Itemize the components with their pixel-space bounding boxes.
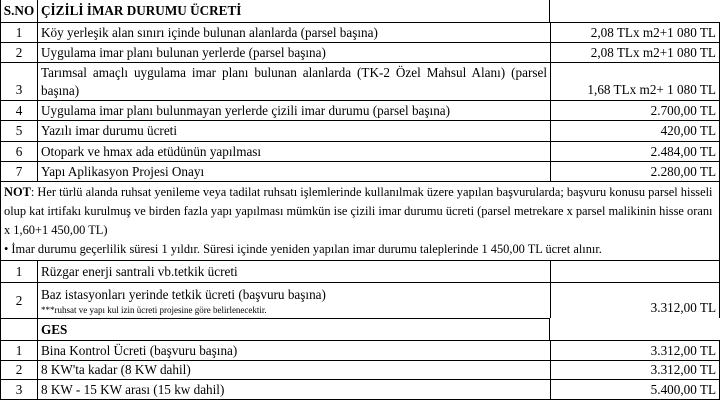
row-description: Yazılı imar durumu ücreti <box>37 120 550 141</box>
row-number: 7 <box>0 161 37 181</box>
row-description: Yapı Aplikasyon Projesi Onayı <box>37 161 550 181</box>
row-description: Uygulama imar planı bulunmayan yerlerde çizili imar durumu (parsel başına) <box>37 100 550 120</box>
row-price: 2.484,00 TL <box>550 141 720 161</box>
table-row <box>0 120 720 141</box>
row-price <box>550 260 720 282</box>
row-number: 6 <box>0 141 37 161</box>
row-number: 5 <box>0 120 37 141</box>
row-number: 3 <box>0 62 37 100</box>
row-number: 1 <box>0 22 37 42</box>
table-row <box>0 100 720 120</box>
row-description: Köy yerleşik alan sınırı içinde bulunan alanlarda (parsel başına) <box>37 22 550 42</box>
row-price: 3.312,00 TL <box>550 360 720 379</box>
header-title: ÇİZİLİ İMAR DURUMU ÜCRETİ <box>37 0 550 22</box>
row-description: 8 KW - 15 KW arası (15 kw dahil) <box>37 379 550 399</box>
row-description: Bina Kontrol Ücreti (başvuru başına) <box>37 340 550 360</box>
row-price: 3.312,00 TL <box>550 340 720 360</box>
row-price: 1,68 TLx m2+ 1 080 TL <box>550 62 720 100</box>
table-row <box>0 62 720 100</box>
row-price: 5.400,00 TL <box>550 379 720 399</box>
row-price: 3.312,00 TL <box>550 282 720 318</box>
table-row <box>0 282 720 318</box>
ges-title: GES <box>37 318 550 340</box>
row-number: 4 <box>0 100 37 120</box>
table-row <box>0 260 720 282</box>
note-label: NOT <box>4 185 31 199</box>
table-row <box>0 22 720 42</box>
row-description: 8 KW'ta kadar (8 KW dahil) <box>37 360 550 379</box>
row-number: 1 <box>0 260 37 282</box>
row-description: Rüzgar enerji santrali vb.tetkik ücreti <box>37 260 550 282</box>
row-price: 2.280,00 TL <box>550 161 720 181</box>
row-number: 2 <box>0 360 37 379</box>
row-description-block <box>37 282 550 318</box>
row-description: Uygulama imar planı bulunan yerlerde (parsel başına) <box>37 42 550 62</box>
row-footnote: ***ruhsat ve yapı kul izin ücreti projesine göre belirlenecektir. <box>41 304 267 315</box>
ges-header <box>0 318 720 340</box>
table-row <box>0 360 720 379</box>
note-block <box>0 181 720 260</box>
header-no: S.NO <box>0 0 37 22</box>
note-text: : Her türlü alanda ruhsat yenileme veya tadilat ruhsatı işlemlerinde kullanılmak üzere yapılan başvurularda; başvuru konusu parsel hisseli olup kat irtifakı kurulmuş ve birden fazla yapı yapılması mümkün ise çizili imar durumu ücreti (parsel metrekare x parsel malikinin hisse oranı x 1,60+1 450,00 TL) <box>4 185 713 237</box>
row-description: Otopark ve hmax ada etüdünün yapılması <box>37 141 550 161</box>
row-number: 1 <box>0 340 37 360</box>
note-bullet: • İmar durumu geçerlilik süresi 1 yıldır. Süresi içinde yeniden yapılan imar durumu taleplerinde 1 450,00 TL ücret alınır. <box>4 242 602 256</box>
ges-header-no <box>0 318 37 340</box>
table-row <box>0 141 720 161</box>
row-price: 2,08 TLx m2+1 080 TL <box>550 42 720 62</box>
row-description: Baz istasyonları yerinde tetkik ücreti (başvuru başına) <box>41 286 326 302</box>
table-header <box>0 0 720 22</box>
row-number: 2 <box>0 42 37 62</box>
row-description: Tarımsal amaçlı uygulama imar planı bulunan alanlarda (TK-2 Özel Mahsul Alanı) (parsel başına) <box>37 62 550 100</box>
row-number: 3 <box>0 379 37 399</box>
table-row <box>0 379 720 399</box>
table-row <box>0 340 720 360</box>
row-price: 2.700,00 TL <box>550 100 720 120</box>
table-row <box>0 161 720 181</box>
row-price: 2,08 TLx m2+1 080 TL <box>550 22 720 42</box>
table-row <box>0 42 720 62</box>
row-number: 2 <box>0 282 37 318</box>
row-price: 420,00 TL <box>550 120 720 141</box>
